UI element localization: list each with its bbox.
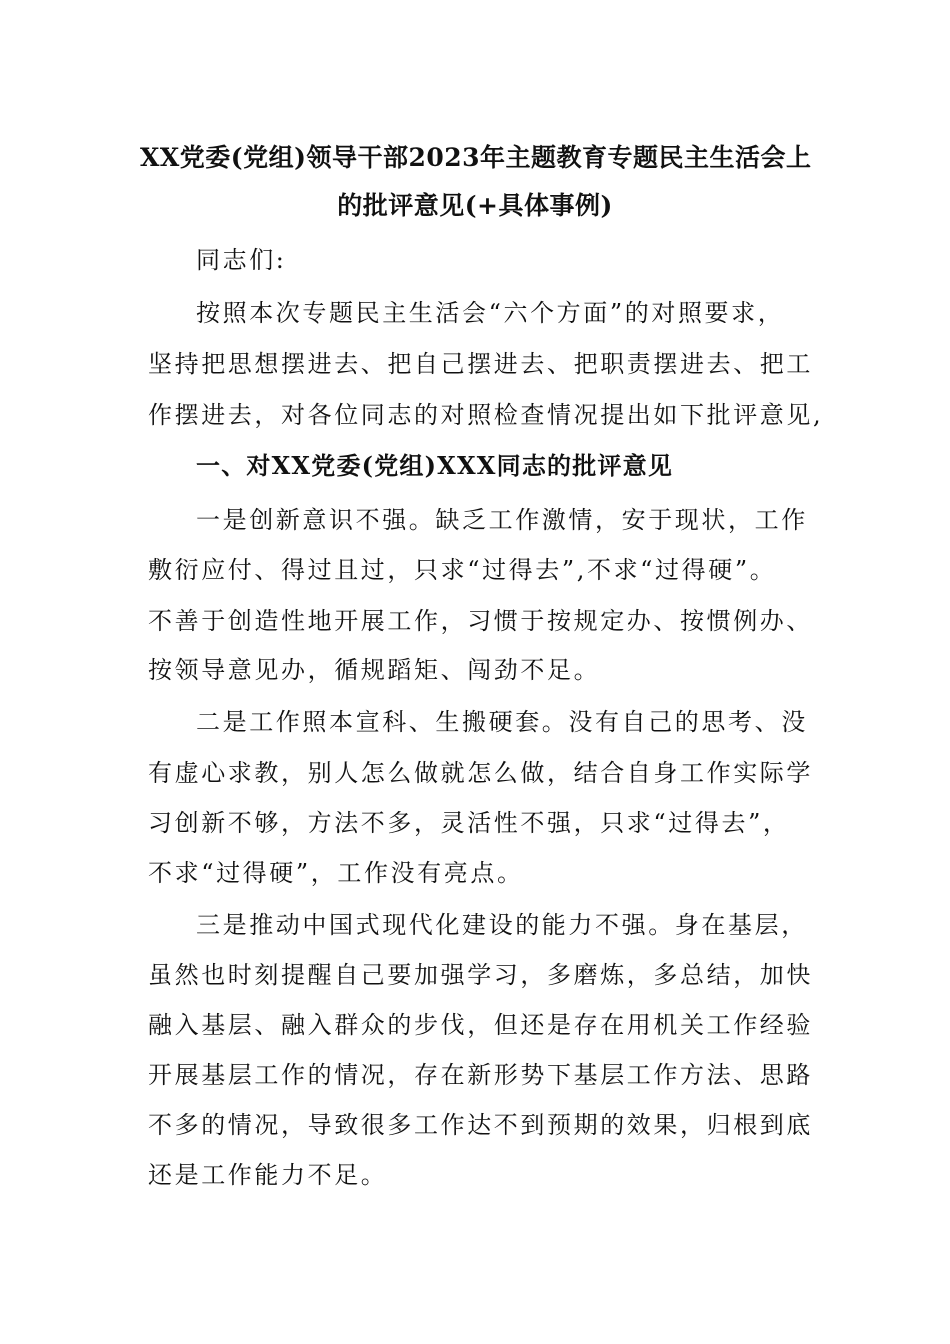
intro-line: 按照本次专题民主生活会“六个方面”的对照要求，	[196, 299, 785, 327]
document-title-line-1: XX党委(党组)领导干部2023年主题教育专题民主生活会上	[140, 143, 812, 172]
paragraph-line: 有虚心求教，别人怎么做就怎么做，结合自身工作实际学	[148, 759, 813, 787]
intro-line: 作摆进去，对各位同志的对照检查情况提出如下批评意见,	[148, 401, 824, 429]
paragraph-line: 不多的情况，导致很多工作达不到预期的效果，归根到底	[148, 1111, 813, 1139]
paragraph-line: 二是工作照本宣科、生搬硬套。没有自己的思考、没	[196, 708, 808, 736]
paragraph-line: 还是工作能力不足。	[148, 1161, 388, 1189]
paragraph-line: 习创新不够，方法不多，灵活性不强，只求“过得去”，	[148, 809, 790, 837]
paragraph-line: 开展基层工作的情况，存在新形势下基层工作方法、思路	[148, 1061, 813, 1089]
paragraph-line: 按领导意见办，循规蹈矩、闯劲不足。	[148, 656, 601, 684]
paragraph-line: 不求“过得硬”，工作没有亮点。	[148, 859, 524, 887]
paragraph-line: 一是创新意识不强。缺乏工作激情，安于现状，工作	[196, 506, 808, 534]
paragraph-line: 不善于创造性地开展工作，习惯于按规定办、按惯例办、	[148, 607, 813, 635]
paragraph-line: 三是推动中国式现代化建设的能力不强。身在基层，	[196, 911, 808, 939]
paragraph-line: 虽然也时刻提醒自己要加强学习，多磨炼，多总结，加快	[148, 961, 813, 989]
paragraph-line: 融入基层、融入群众的步伐，但还是存在用机关工作经验	[148, 1011, 813, 1039]
section-heading: 一、对XX党委(党组)XXX同志的批评意见	[196, 451, 674, 480]
document-title-line-2: 的批评意见(+具体事例)	[337, 191, 613, 220]
paragraph-line: 敷衍应付、得过且过，只求“过得去”,不求“过得硬”。	[148, 556, 777, 584]
intro-line: 坚持把思想摆进去、把自己摆进去、把职责摆进去、把工	[148, 350, 813, 378]
greeting: 同志们:	[196, 246, 287, 274]
